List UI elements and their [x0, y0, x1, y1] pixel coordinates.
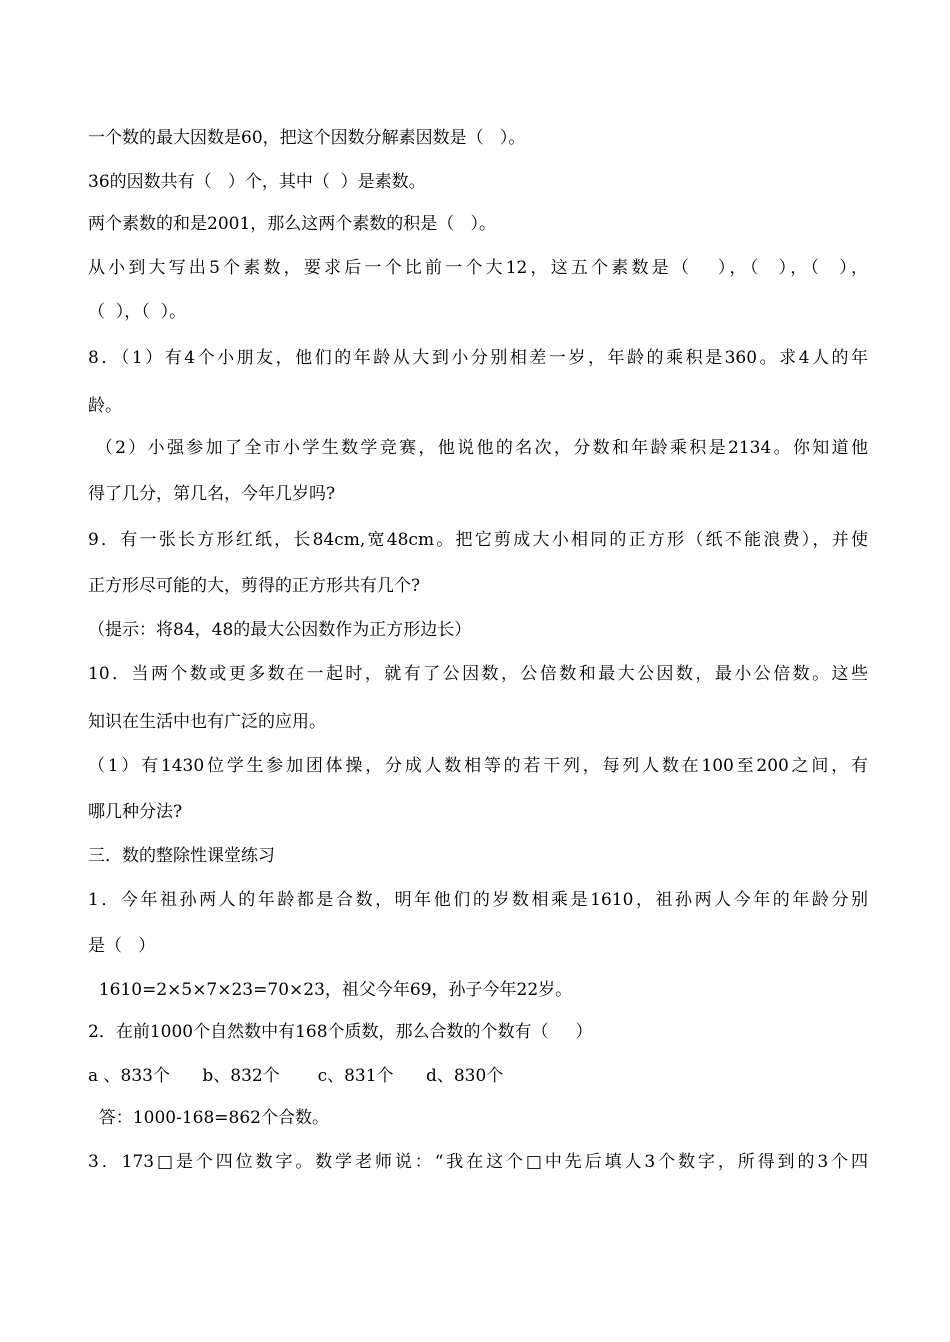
- text-line: 是（ ）: [88, 936, 156, 956]
- text-line: 8．（1）有4个小朋友，他们的年龄从大到小分别相差一岁，年龄的乘积是360。求4人的年: [88, 348, 868, 368]
- text-line: 从小到大写出5个素数，要求后一个比前一个大12，这五个素数是（ ），（ ），（ ），: [88, 258, 868, 278]
- text-line: 10．当两个数或更多数在一起时，就有了公因数，公倍数和最大公因数，最小公倍数。这些: [88, 664, 868, 684]
- text-line: 1．今年祖孙两人的年龄都是合数，明年他们的岁数相乘是1610，祖孙两人今年的年龄分别: [88, 890, 868, 910]
- text-line: 正方形尽可能的大，剪得的正方形共有几个?: [88, 576, 421, 596]
- text-line: （ ），（ ）。: [88, 302, 187, 322]
- section-heading: 三．数的整除性课堂练习: [88, 846, 275, 866]
- text-line: 3．173□是个四位数字。数学老师说：“我在这个□中先后填人3个数字，所得到的3个四: [88, 1152, 868, 1172]
- text-line: （提示：将84，48的最大公因数作为正方形边长）: [88, 620, 472, 640]
- text-line: 龄。: [88, 396, 122, 416]
- text-line: 两个素数的和是2001，那么这两个素数的积是（ ）。: [88, 214, 496, 234]
- text-line: （2）小强参加了全市小学生数学竞赛，他说他的名次，分数和年龄乘积是2134。你知道他: [88, 438, 868, 458]
- text-line: 得了几分，第几名，今年几岁吗?: [88, 484, 336, 504]
- text-line: 1610=2×5×7×23=70×23，祖父今年69，孙子今年22岁。: [88, 980, 573, 1000]
- text-line: 答：1000-168=862个合数。: [88, 1108, 329, 1128]
- text-line: 36的因数共有（ ）个，其中（ ）是素数。: [88, 172, 426, 192]
- text-line: （1）有1430位学生参加团体操，分成人数相等的若干列，每列人数在100至200之间，有: [88, 756, 868, 776]
- text-line: 知识在生活中也有广泛的应用。: [88, 712, 326, 732]
- answer-options: a 、833个 b、832个 c、831个 d、830个: [88, 1066, 504, 1086]
- text-line: 一个数的最大因数是60，把这个因数分解素因数是（ ）。: [88, 128, 526, 148]
- text-line: 哪几种分法?: [88, 802, 183, 822]
- text-line: 9．有一张长方形红纸，长84cm,宽48cm。把它剪成大小相同的正方形（纸不能浪费），并使: [88, 530, 868, 550]
- text-line: 2．在前1000个自然数中有168个质数，那么合数的个数有（ ）: [88, 1022, 593, 1042]
